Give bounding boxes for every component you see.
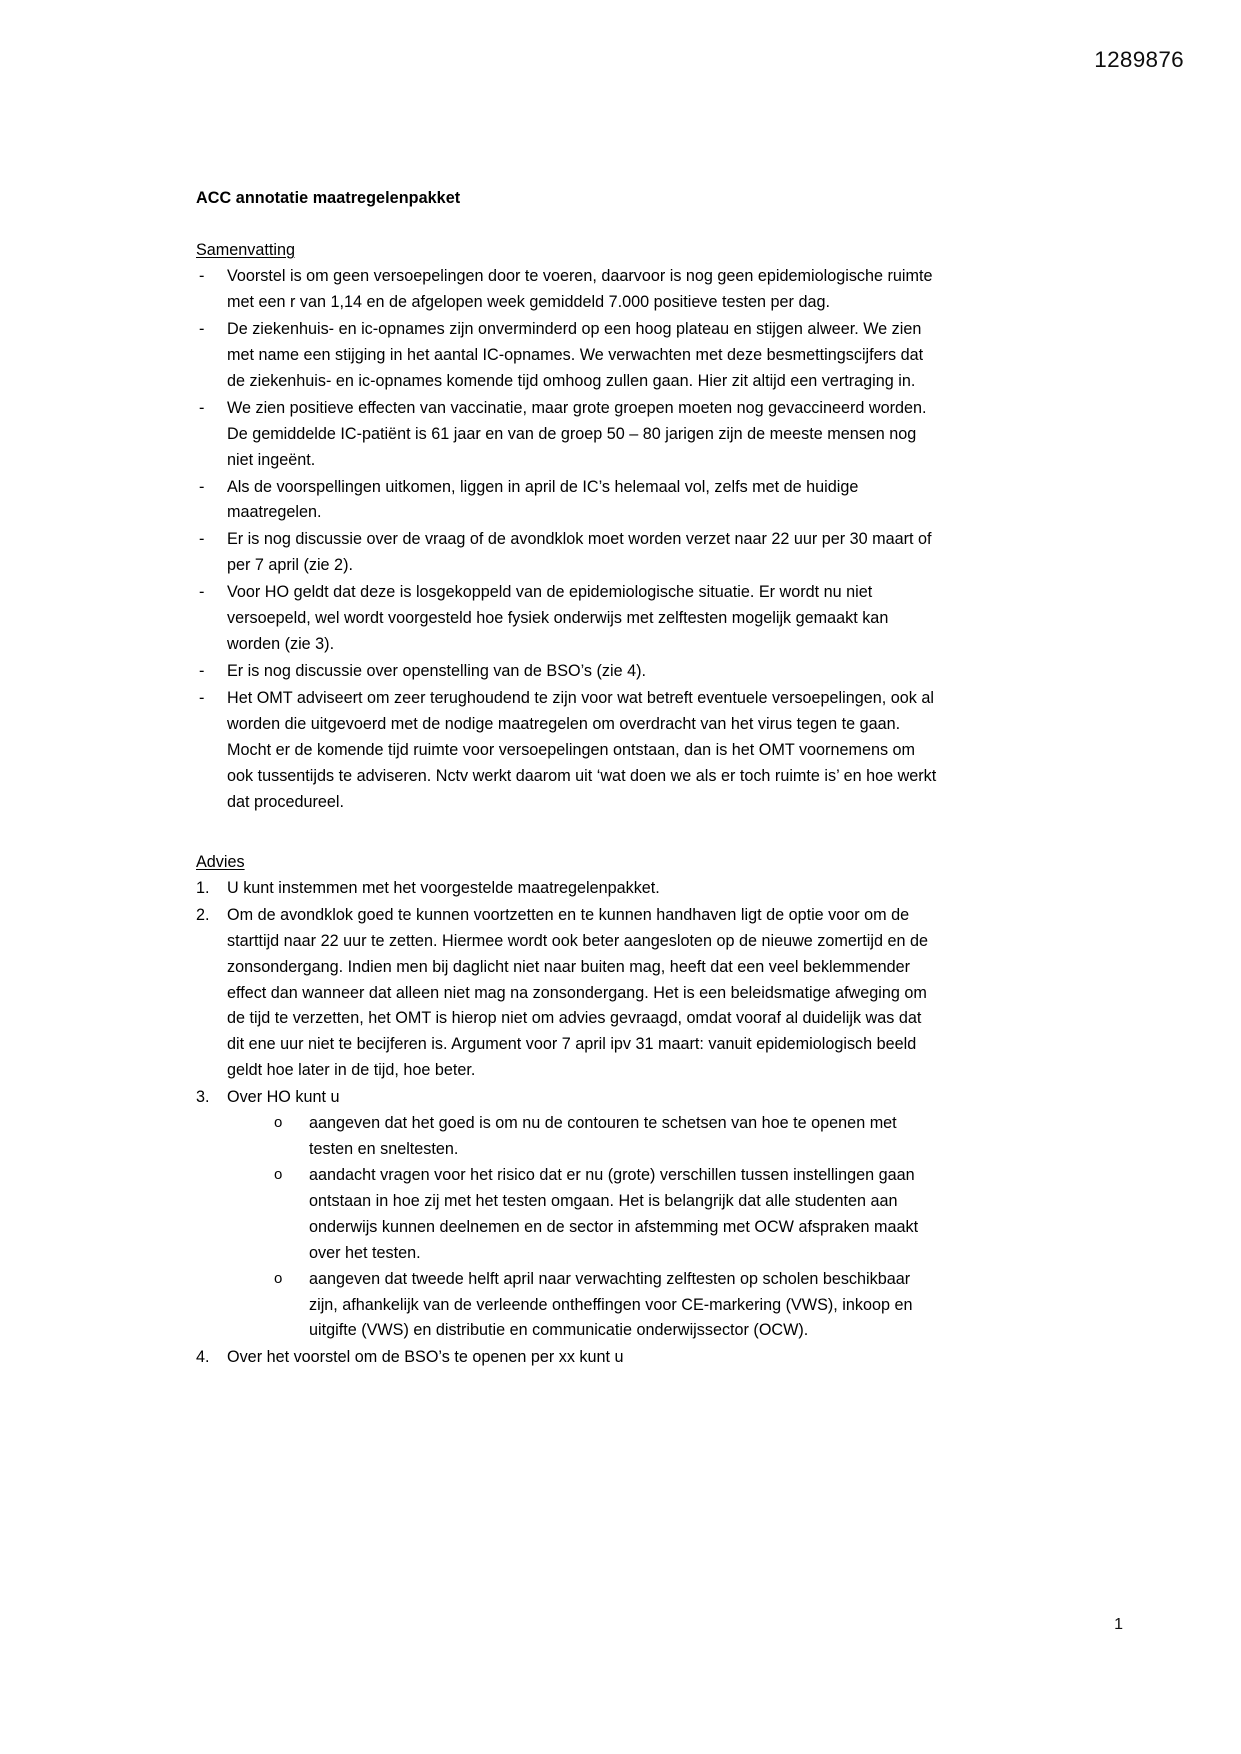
advies-sublist [227, 1111, 940, 1344]
sub-list-item [267, 1163, 940, 1267]
page-title: ACC annotatie maatregelenpakket [196, 189, 461, 207]
list-item-text: Het OMT adviseert om zeer terughoudend te zijn voor wat betreft eventuele versoepelingen, ook al worden die uitgevoerd met de nodige maatregelen om overdracht van het virus tegen te gaan. Mocht er de komende tijd ruimte voor versoepelingen ontstaan, dan is het OMT voornemens om ook tussentijds te adviseren. Nctv werkt daarom uit ‘wat doen we als er toch ruimte is’ en hoe werkt dat procedureel. [227, 688, 937, 811]
list-item [196, 876, 940, 902]
list-item [196, 686, 940, 816]
list-item [196, 475, 940, 527]
list-item-text: Er is nog discussie over openstelling van de BSO’s (zie 4). [227, 661, 646, 680]
dash-bullet-marker: - [199, 398, 205, 417]
list-item [196, 317, 940, 395]
section-advies [196, 850, 940, 1372]
list-number-marker: 2. [196, 905, 210, 924]
list-item-text: Voorstel is om geen versoepelingen door te voeren, daarvoor is nog geen epidemiologische ruimte met een r van 1,14 en de afgelopen week gemiddeld 7.000 positieve testen per dag. [227, 267, 933, 312]
list-item-text: Als de voorspellingen uitkomen, liggen in april de IC’s helemaal vol, zelfs met de huidige maatregelen. [227, 477, 859, 522]
list-item-text: Voor HO geldt dat deze is losgekoppeld van de epidemiologische situatie. Er wordt nu niet versoepeld, wel wordt voorgesteld hoe fysiek onderwijs met zelftesten mogelijk gemaakt kan worden (zie 3). [227, 583, 889, 654]
dash-bullet-marker: - [199, 530, 205, 549]
list-item [196, 396, 940, 474]
sub-list-item-text: aangeven dat het goed is om nu de contouren te schetsen van hoe te openen met testen en sneltesten. [309, 1114, 897, 1159]
list-item-text: Over HO kunt u [227, 1088, 340, 1107]
section-heading-samenvatting [196, 238, 940, 262]
document-id-stamp: 1289876 [1094, 47, 1184, 72]
list-item [196, 527, 940, 579]
list-item [196, 1085, 940, 1344]
list-item-text: Over het voorstel om de BSO’s te openen per xx kunt u [227, 1348, 624, 1367]
list-item-text: De ziekenhuis- en ic-opnames zijn onverminderd op een hoog plateau en stijgen alweer. We zien met name een stijging in het aantal IC-opnames. We verwachten met deze besmettingscijfers dat de ziekenhuis- en ic-opnames komende tijd omhoog zullen gaan. Hier zit altijd een vertraging in. [227, 320, 924, 390]
circle-bullet-marker: o [274, 1269, 283, 1287]
list-item [196, 580, 940, 658]
list-item [196, 659, 940, 685]
list-item [196, 903, 940, 1084]
list-number-marker: 3. [196, 1088, 210, 1107]
samenvatting-list [196, 264, 940, 815]
section-heading-advies [196, 850, 940, 874]
circle-bullet-marker: o [274, 1114, 283, 1132]
sub-list-item-text: aangeven dat tweede helft april naar verwachting zelftesten op scholen beschikbaar zijn, afhankelijk van de verleende ontheffingen voor CE-markering (VWS), inkoop en uitgifte (VWS) en distributie en communicatie onderwijssector (OCW). [309, 1269, 913, 1340]
sub-list-item [267, 1111, 940, 1163]
list-number-marker: 4. [196, 1348, 210, 1367]
dash-bullet-marker: - [199, 688, 205, 707]
sub-list-item-text: aandacht vragen voor het risico dat er nu (grote) verschillen tussen instellingen gaan ontstaan in hoe zij met het testen omgaan. Het is belangrijk dat alle studenten aan onderwijs kunnen deelnemen en de sector in afstemming met OCW afspraken maakt over het testen. [309, 1165, 919, 1262]
dash-bullet-marker: - [199, 661, 205, 680]
list-item-text: U kunt instemmen met het voorgestelde maatregelenpakket. [227, 878, 660, 897]
list-item [196, 1345, 940, 1371]
dash-bullet-marker: - [199, 320, 205, 338]
section-heading-samenvatting-label: Samenvatting [196, 240, 295, 259]
section-samenvatting [196, 238, 940, 816]
dash-bullet-marker: - [199, 477, 205, 496]
list-item [196, 264, 940, 316]
list-item-text: Er is nog discussie over de vraag of de avondklok moet worden verzet naar 22 uur per 30 maart of per 7 april (zie 2). [227, 530, 932, 575]
list-item-text: Om de avondklok goed te kunnen voortzetten en te kunnen handhaven ligt de optie voor om de starttijd naar 22 uur te zetten. Hiermee wordt ook beter aangesloten op de nieuwe zomertijd en de zonsondergang. Indien men bij daglicht niet naar buiten mag, heeft dat een veel beklemmender effect dan wanneer dat alleen niet mag na zonsondergang. Het is een beleidsmatige afweging om de tijd te verzetten, het OMT is hierop niet om advies gevraagd, omdat vooraf al duidelijk was dat dit ene uur niet te becijferen is. Argument voor 7 april ipv 31 maart: vanuit epidemiologisch beeld geldt hoe later in de tijd, hoe beter. [227, 905, 928, 1080]
sub-list-item [267, 1267, 940, 1345]
dash-bullet-marker: - [199, 583, 205, 602]
page-number: 1 [1114, 1616, 1123, 1633]
circle-bullet-marker: o [274, 1165, 283, 1183]
document-body [196, 188, 940, 1372]
section-heading-advies-label: Advies [196, 852, 245, 871]
list-number-marker: 1. [196, 878, 210, 897]
list-item-text: We zien positieve effecten van vaccinatie, maar grote groepen moeten nog gevaccineerd worden. De gemiddelde IC-patiënt is 61 jaar en van de groep 50 – 80 jarigen zijn de meeste mensen nog niet ingeënt. [227, 398, 927, 469]
advies-list [196, 876, 940, 1372]
dash-bullet-marker: - [199, 267, 205, 286]
